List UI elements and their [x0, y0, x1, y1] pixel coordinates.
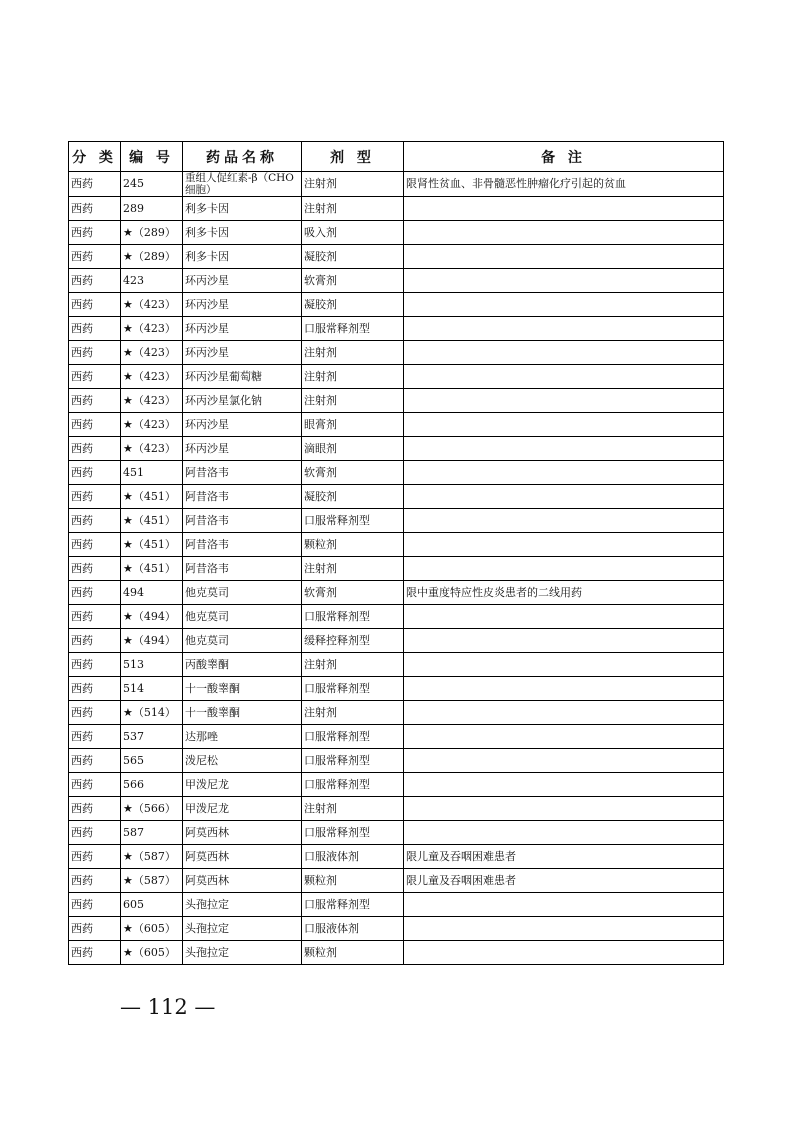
cell-category: 西药	[69, 557, 121, 581]
header-number: 编 号	[121, 142, 183, 172]
cell-drug-name: 阿莫西林	[183, 845, 302, 869]
header-dosage-form: 剂 型	[302, 142, 404, 172]
cell-category: 西药	[69, 845, 121, 869]
cell-category: 西药	[69, 941, 121, 965]
cell-remarks	[404, 389, 724, 413]
table-row	[69, 869, 724, 893]
page-number: — 112 —	[120, 995, 216, 1019]
cell-dosage-form: 口服液体剂	[302, 845, 404, 869]
table-row	[69, 701, 724, 725]
cell-drug-name: 阿昔洛韦	[183, 533, 302, 557]
cell-remarks	[404, 533, 724, 557]
table-row	[69, 677, 724, 701]
cell-dosage-form: 注射剂	[302, 701, 404, 725]
cell-dosage-form: 凝胶剂	[302, 293, 404, 317]
cell-category: 西药	[69, 893, 121, 917]
cell-category: 西药	[69, 917, 121, 941]
cell-number: ★（566）	[121, 797, 183, 821]
cell-remarks	[404, 317, 724, 341]
cell-dosage-form: 口服常释剂型	[302, 605, 404, 629]
cell-number: ★（494）	[121, 629, 183, 653]
cell-drug-name: 阿莫西林	[183, 821, 302, 845]
cell-drug-name: 环丙沙星	[183, 317, 302, 341]
cell-dosage-form: 软膏剂	[302, 461, 404, 485]
cell-remarks	[404, 341, 724, 365]
cell-dosage-form: 注射剂	[302, 653, 404, 677]
cell-dosage-form: 软膏剂	[302, 581, 404, 605]
cell-remarks	[404, 485, 724, 509]
cell-drug-name: 丙酸睾酮	[183, 653, 302, 677]
cell-drug-name: 阿昔洛韦	[183, 509, 302, 533]
cell-remarks: 限肾性贫血、非骨髓恶性肿瘤化疗引起的贫血	[404, 172, 724, 197]
cell-remarks	[404, 221, 724, 245]
cell-dosage-form: 口服液体剂	[302, 917, 404, 941]
cell-remarks	[404, 437, 724, 461]
cell-drug-name: 头孢拉定	[183, 941, 302, 965]
cell-category: 西药	[69, 653, 121, 677]
table-row	[69, 629, 724, 653]
cell-dosage-form: 凝胶剂	[302, 485, 404, 509]
header-category: 分 类	[69, 142, 121, 172]
table-row	[69, 365, 724, 389]
cell-dosage-form: 口服常释剂型	[302, 821, 404, 845]
cell-dosage-form: 软膏剂	[302, 269, 404, 293]
cell-drug-name: 十一酸睾酮	[183, 677, 302, 701]
cell-remarks	[404, 269, 724, 293]
cell-dosage-form: 缓释控释剂型	[302, 629, 404, 653]
cell-category: 西药	[69, 869, 121, 893]
cell-number: 451	[121, 461, 183, 485]
cell-number: 245	[121, 172, 183, 197]
cell-remarks	[404, 245, 724, 269]
cell-number: ★（423）	[121, 365, 183, 389]
cell-number: 565	[121, 749, 183, 773]
table-row	[69, 845, 724, 869]
cell-drug-name: 利多卡因	[183, 221, 302, 245]
table-row	[69, 509, 724, 533]
cell-drug-name: 环丙沙星	[183, 437, 302, 461]
cell-drug-name: 环丙沙星	[183, 269, 302, 293]
cell-number: 494	[121, 581, 183, 605]
cell-number: ★（423）	[121, 293, 183, 317]
cell-number: 566	[121, 773, 183, 797]
table-row	[69, 293, 724, 317]
cell-number: ★（451）	[121, 557, 183, 581]
cell-drug-name: 环丙沙星葡萄糖	[183, 365, 302, 389]
table-row	[69, 581, 724, 605]
cell-category: 西药	[69, 821, 121, 845]
cell-category: 西药	[69, 485, 121, 509]
cell-number: ★（423）	[121, 317, 183, 341]
cell-number: ★（423）	[121, 389, 183, 413]
cell-dosage-form: 注射剂	[302, 365, 404, 389]
table-row	[69, 245, 724, 269]
header-drug-name: 药品名称	[183, 142, 302, 172]
header-remarks: 备 注	[404, 142, 724, 172]
cell-category: 西药	[69, 341, 121, 365]
table-row	[69, 605, 724, 629]
cell-drug-name: 十一酸睾酮	[183, 701, 302, 725]
cell-remarks	[404, 557, 724, 581]
cell-dosage-form: 注射剂	[302, 197, 404, 221]
cell-category: 西药	[69, 701, 121, 725]
cell-dosage-form: 眼膏剂	[302, 413, 404, 437]
cell-remarks	[404, 461, 724, 485]
cell-remarks	[404, 725, 724, 749]
table-row	[69, 893, 724, 917]
table-row	[69, 172, 724, 197]
cell-category: 西药	[69, 797, 121, 821]
cell-dosage-form: 口服常释剂型	[302, 317, 404, 341]
table-row	[69, 413, 724, 437]
cell-dosage-form: 口服常释剂型	[302, 677, 404, 701]
cell-number: ★（587）	[121, 845, 183, 869]
table-row	[69, 653, 724, 677]
cell-drug-name: 阿昔洛韦	[183, 485, 302, 509]
cell-drug-name: 他克莫司	[183, 581, 302, 605]
cell-remarks	[404, 197, 724, 221]
cell-remarks	[404, 893, 724, 917]
table-row	[69, 917, 724, 941]
cell-dosage-form: 凝胶剂	[302, 245, 404, 269]
table-row	[69, 821, 724, 845]
cell-dosage-form: 注射剂	[302, 557, 404, 581]
cell-remarks	[404, 653, 724, 677]
cell-category: 西药	[69, 461, 121, 485]
table-row	[69, 797, 724, 821]
cell-remarks: 限儿童及吞咽困难患者	[404, 845, 724, 869]
cell-drug-name: 环丙沙星	[183, 341, 302, 365]
cell-number: ★（289）	[121, 221, 183, 245]
table-row	[69, 269, 724, 293]
cell-remarks	[404, 413, 724, 437]
cell-dosage-form: 颗粒剂	[302, 941, 404, 965]
table-header-row	[69, 142, 724, 172]
cell-number: 514	[121, 677, 183, 701]
cell-number: ★（587）	[121, 869, 183, 893]
cell-remarks: 限中重度特应性皮炎患者的二线用药	[404, 581, 724, 605]
table-body	[69, 172, 724, 965]
cell-dosage-form: 口服常释剂型	[302, 773, 404, 797]
cell-dosage-form: 口服常释剂型	[302, 749, 404, 773]
cell-category: 西药	[69, 245, 121, 269]
cell-number: ★（423）	[121, 341, 183, 365]
cell-number: ★（514）	[121, 701, 183, 725]
cell-drug-name: 头孢拉定	[183, 893, 302, 917]
cell-category: 西药	[69, 437, 121, 461]
table-row	[69, 557, 724, 581]
table-row	[69, 773, 724, 797]
cell-drug-name: 重组人促红素-β（CHO细胞）	[183, 172, 302, 197]
table-row	[69, 341, 724, 365]
cell-remarks	[404, 749, 724, 773]
cell-category: 西药	[69, 413, 121, 437]
cell-number: ★（451）	[121, 485, 183, 509]
cell-dosage-form: 滴眼剂	[302, 437, 404, 461]
cell-remarks	[404, 677, 724, 701]
cell-category: 西药	[69, 509, 121, 533]
table-row	[69, 461, 724, 485]
table-row	[69, 749, 724, 773]
cell-drug-name: 阿昔洛韦	[183, 461, 302, 485]
cell-remarks	[404, 629, 724, 653]
cell-dosage-form: 口服常释剂型	[302, 725, 404, 749]
cell-number: ★（451）	[121, 509, 183, 533]
cell-number: ★（494）	[121, 605, 183, 629]
cell-remarks	[404, 293, 724, 317]
cell-number: ★（289）	[121, 245, 183, 269]
cell-drug-name: 阿莫西林	[183, 869, 302, 893]
cell-dosage-form: 注射剂	[302, 172, 404, 197]
cell-drug-name: 泼尼松	[183, 749, 302, 773]
cell-number: ★（451）	[121, 533, 183, 557]
table-row	[69, 437, 724, 461]
cell-number: 513	[121, 653, 183, 677]
cell-dosage-form: 吸入剂	[302, 221, 404, 245]
cell-number: ★（423）	[121, 413, 183, 437]
table-row	[69, 485, 724, 509]
cell-number: 605	[121, 893, 183, 917]
cell-category: 西药	[69, 269, 121, 293]
cell-number: 289	[121, 197, 183, 221]
cell-dosage-form: 注射剂	[302, 797, 404, 821]
cell-remarks	[404, 509, 724, 533]
cell-dosage-form: 口服常释剂型	[302, 893, 404, 917]
table-row	[69, 221, 724, 245]
cell-number: ★（605）	[121, 941, 183, 965]
table-row	[69, 197, 724, 221]
cell-remarks	[404, 821, 724, 845]
cell-drug-name: 环丙沙星	[183, 413, 302, 437]
cell-category: 西药	[69, 581, 121, 605]
cell-remarks	[404, 605, 724, 629]
cell-category: 西药	[69, 749, 121, 773]
cell-drug-name: 环丙沙星氯化钠	[183, 389, 302, 413]
cell-category: 西药	[69, 533, 121, 557]
cell-drug-name: 他克莫司	[183, 629, 302, 653]
cell-number: 537	[121, 725, 183, 749]
cell-remarks	[404, 941, 724, 965]
cell-category: 西药	[69, 677, 121, 701]
cell-category: 西药	[69, 221, 121, 245]
cell-category: 西药	[69, 365, 121, 389]
table-row	[69, 389, 724, 413]
cell-number: ★（423）	[121, 437, 183, 461]
cell-drug-name: 阿昔洛韦	[183, 557, 302, 581]
cell-number: 423	[121, 269, 183, 293]
cell-category: 西药	[69, 317, 121, 341]
cell-drug-name: 头孢拉定	[183, 917, 302, 941]
cell-remarks	[404, 773, 724, 797]
cell-dosage-form: 注射剂	[302, 389, 404, 413]
cell-number: 587	[121, 821, 183, 845]
cell-category: 西药	[69, 773, 121, 797]
table-row	[69, 533, 724, 557]
cell-drug-name: 甲泼尼龙	[183, 773, 302, 797]
cell-dosage-form: 颗粒剂	[302, 869, 404, 893]
cell-drug-name: 达那唑	[183, 725, 302, 749]
cell-category: 西药	[69, 629, 121, 653]
cell-dosage-form: 口服常释剂型	[302, 509, 404, 533]
drug-table	[68, 141, 724, 965]
table-row	[69, 941, 724, 965]
cell-number: ★（605）	[121, 917, 183, 941]
cell-drug-name: 他克莫司	[183, 605, 302, 629]
cell-remarks	[404, 365, 724, 389]
cell-drug-name: 利多卡因	[183, 245, 302, 269]
cell-drug-name: 甲泼尼龙	[183, 797, 302, 821]
cell-category: 西药	[69, 172, 121, 197]
table-row	[69, 725, 724, 749]
cell-dosage-form: 注射剂	[302, 341, 404, 365]
cell-category: 西药	[69, 725, 121, 749]
cell-category: 西药	[69, 197, 121, 221]
cell-drug-name: 环丙沙星	[183, 293, 302, 317]
table-row	[69, 317, 724, 341]
cell-category: 西药	[69, 389, 121, 413]
cell-dosage-form: 颗粒剂	[302, 533, 404, 557]
cell-remarks	[404, 701, 724, 725]
cell-remarks: 限儿童及吞咽困难患者	[404, 869, 724, 893]
cell-category: 西药	[69, 605, 121, 629]
cell-category: 西药	[69, 293, 121, 317]
cell-drug-name: 利多卡因	[183, 197, 302, 221]
cell-remarks	[404, 917, 724, 941]
cell-remarks	[404, 797, 724, 821]
